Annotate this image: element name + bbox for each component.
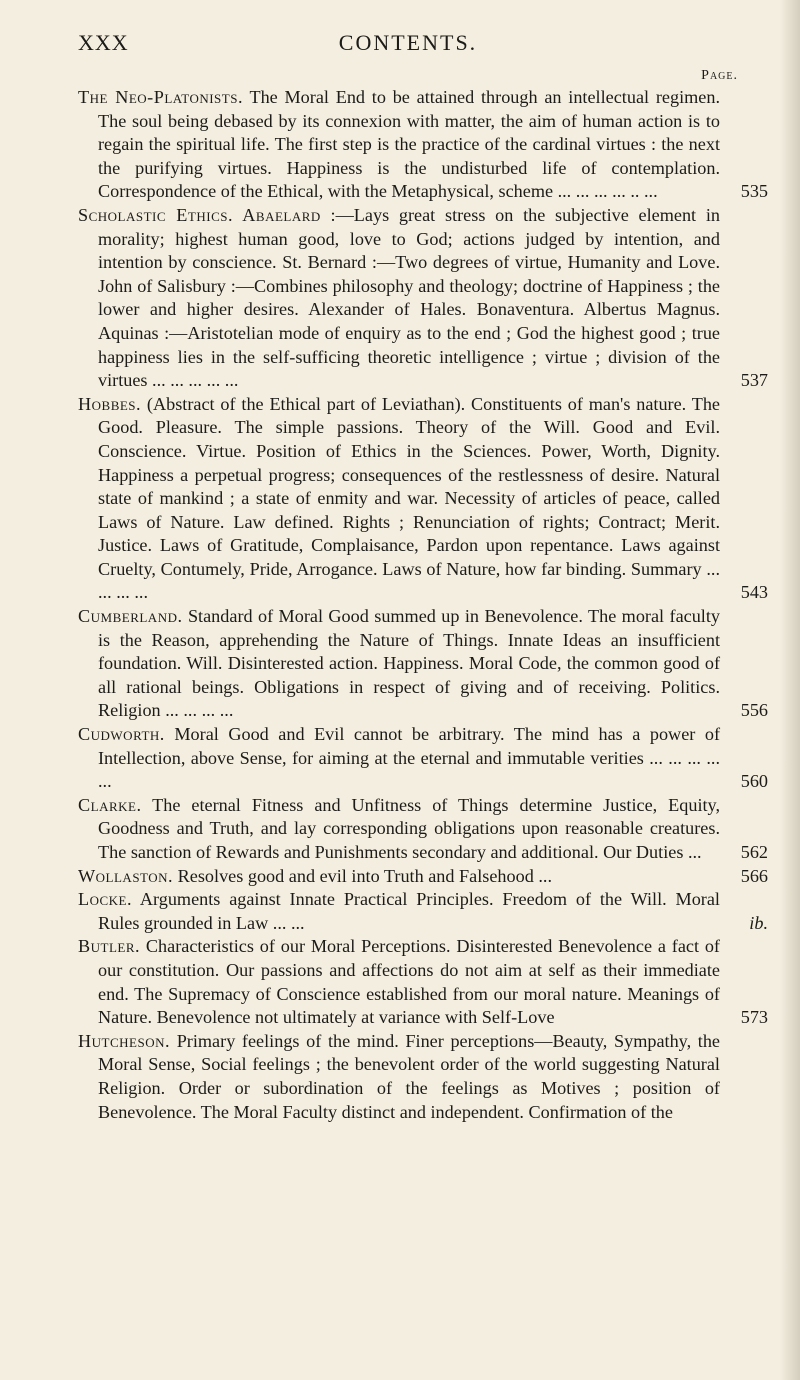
entry-page: 566 xyxy=(740,865,768,886)
entry-text: Standard of Moral Good summed up in Benevolence. The moral faculty is the Reason, apprehending the Nature of Things. Innate Ideas an insufficient foundation. Will. Disinterested action. Happiness. Moral Code, the common good of all rational beings. Obligations in respect of giving and of receiving. Politics. Religion ... ... ... ... xyxy=(98,606,721,721)
entry-text: Primary feelings of the mind. Finer perceptions—Beauty, Sympathy, the Moral Sense, Social feelings ; the benevolent order of the world suggesting Natural Religion. Order or subordination of the feelings as Motives ; position of Benevolence. The Moral Faculty distinct and independent. Confirmation of the xyxy=(98,1030,720,1122)
entry-text: The eternal Fitness and Unfitness of Things determine Justice, Equity, Goodness and Truth, and lay corresponding obligations upon reasonable creatures. The sanction of Rewards and Punishments secondary and additional. Our Duties ... xyxy=(98,794,721,862)
contents-entry xyxy=(78,888,768,935)
entry-text: Moral Good and Evil cannot be arbitrary. The mind has a power of Intellection, above Sense, for aiming at the eternal and immutable verities ... ... ... ... ... xyxy=(98,724,720,792)
entry-page: 556 xyxy=(740,700,768,721)
contents-entry xyxy=(78,1030,768,1124)
running-head xyxy=(78,30,738,83)
contents-entry xyxy=(78,794,768,865)
entry-page: ib. xyxy=(749,912,768,933)
contents-entry xyxy=(78,204,768,393)
entry-head: Butler. xyxy=(78,936,141,957)
entry-head: Hobbes. xyxy=(78,393,142,414)
page-title: CONTENTS. xyxy=(338,30,478,55)
entry-head: The Neo-Platonists. xyxy=(78,87,243,107)
entry-head: Hutcheson. xyxy=(78,1030,171,1051)
entry-text: Arguments against Innate Practical Principles. Freedom of the Will. Moral Rules grounded in Law ... ... xyxy=(98,889,720,933)
entry-head: Clarke. xyxy=(78,794,142,815)
entry-head: Wollaston. xyxy=(78,865,174,886)
page-edge-shadow xyxy=(780,0,800,1380)
contents-entry xyxy=(78,935,768,1029)
entry-text: Characteristics of our Moral Perceptions. Disinterested Benevolence a fact of our constitution. Our passions and affections do not aim at self as their immediate end. The Supremacy of Conscience established from our moral nature. Meanings of Nature. Benevolence not ultimately at variance with Self-Love xyxy=(98,936,720,1028)
entry-text: :—Lays great stress on the subjective element in morality; highest human good, love to God; actions judged by intention, and intention by conscience. St. Bernard :—Two degrees of virtue, Humanity and Love. John of Salisbury :—Combines philosophy and theology; doctrine of Happiness ; the lower and higher desires. Alexander of Hales. Bonaventura. Albertus Magnus. Aquinas :—Aristotelian mode of enquiry as to the end ; God the highest good ; true happiness lies in the self-sufficing theoretic intelligence ; virtue ; division of the virtues ... ... ... ... ... xyxy=(98,204,720,391)
entry-page: 562 xyxy=(740,842,768,862)
page-number: XXX xyxy=(78,30,129,55)
entry-head: Cumberland. xyxy=(78,606,183,627)
entry-page: 573 xyxy=(740,1007,768,1028)
contents-entry xyxy=(78,605,768,723)
contents-entry xyxy=(78,393,768,605)
entry-page: 537 xyxy=(740,370,768,391)
page-column-label: Page. xyxy=(701,68,738,83)
contents-entries xyxy=(78,86,768,1124)
contents-entry xyxy=(78,86,768,204)
entry-page: 535 xyxy=(740,181,768,202)
entry-text: The Moral End to be attained through an intellectual regimen. The soul being debased by its connexion with matter, the aim of human action is to regain the spiritual life. The first step is the practice of the cardinal virtues : the next the purifying virtues. Happiness is the undisturbed life of contemplation. Correspondence of the Ethical, with the Metaphysical, scheme ... ... ... ... .. ... xyxy=(98,87,720,202)
entry-page: 543 xyxy=(740,582,768,603)
entry-page: 560 xyxy=(740,771,768,792)
entry-head: Cudworth. xyxy=(78,724,165,745)
entry-head: Locke. xyxy=(78,889,133,910)
contents-entry xyxy=(78,723,768,794)
entry-text: (Abstract of the Ethical part of Leviathan). Constituents of man's nature. The Good. Pleasure. The simple passions. Theory of the Will. Good and Evil. Conscience. Virtue. Position of Ethics in the Sciences. Power, Worth, Dignity. Happiness a perpetual progress; consequences of the restlessness of desire. Natural state of mankind ; a state of enmity and war. Necessity of articles of peace, called Laws of Nature. Law defined. Rights ; Renunciation of rights; Contract; Merit. Justice. Laws of Gratitude, Complaisance, Pardon upon repentance. Laws against Cruelty, Contumely, Pride, Arrogance. Laws of Nature, how far binding. Summary ... ... ... ... xyxy=(98,393,720,603)
contents-entry xyxy=(78,865,768,889)
entry-head: Scholastic Ethics. Abaelard xyxy=(78,204,321,225)
entry-text: Resolves good and evil into Truth and Falsehood ... xyxy=(177,865,552,886)
